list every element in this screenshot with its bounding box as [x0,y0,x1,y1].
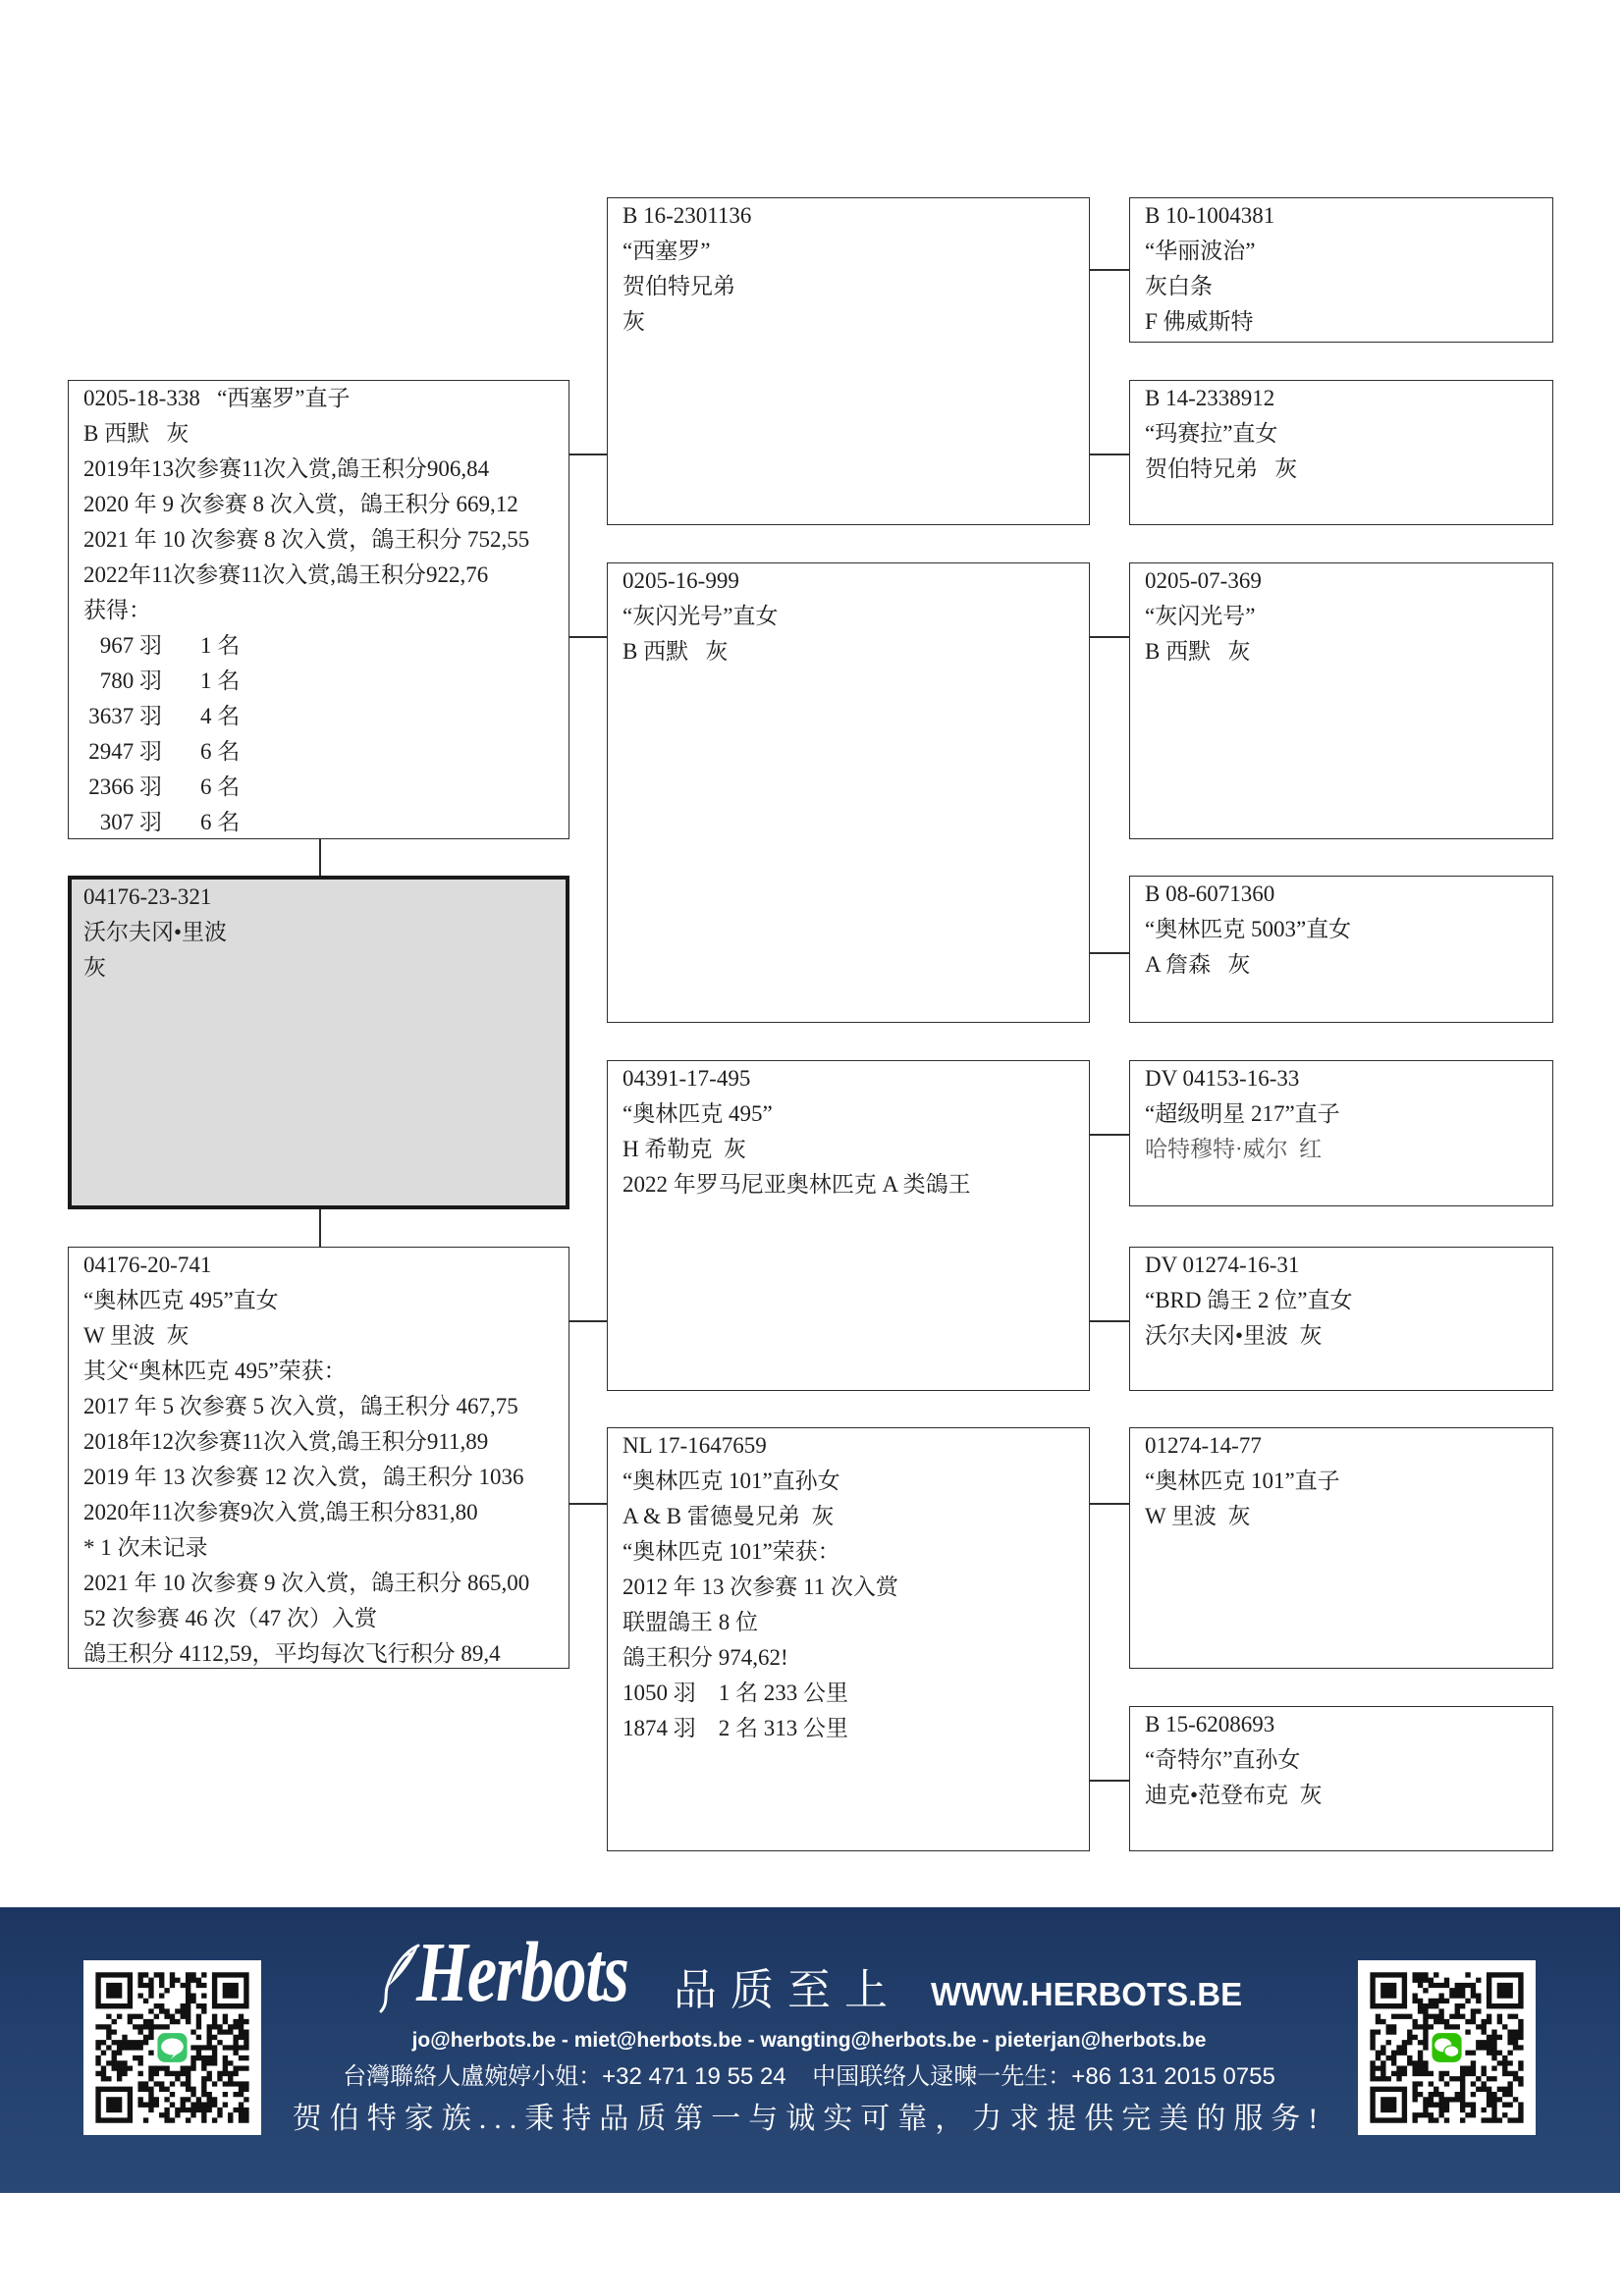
ancestor-name: “华丽波治” [1145,239,1256,263]
ancestor-name: “奥林匹克 5003”直女 [1145,917,1352,941]
ancestor-line: 1874 羽 2 名 313 公里 [623,1716,848,1740]
ancestor-name: “奇特尔”直孙女 [1145,1747,1301,1772]
connector-line [1090,269,1129,271]
result-row [83,699,568,734]
result-row [83,664,568,699]
result-place: 6 名 [200,774,241,799]
dam-line: 其父“奥林匹克 495”荣获： [83,1359,347,1383]
ancestor-name: “BRD 鴿王 2 位”直女 [1145,1288,1353,1312]
result-place: 6 名 [200,739,241,764]
connector-line [569,1503,607,1505]
dam-sire-box [607,1060,1090,1391]
ancestor-achievement: 2022 年罗马尼亚奥林匹克 A 类鴿王 [623,1172,971,1197]
ancestor-breeder: W 里波 灰 [1145,1504,1251,1528]
ancestor-ring: DV 04153-16-33 [1145,1066,1300,1091]
ancestor-ring: NL 17-1647659 [623,1433,767,1458]
ancestor-breeder: A & B 雷德曼兄弟 灰 [623,1504,835,1528]
great-grandparent-box [1129,1247,1553,1391]
result-row [83,734,568,770]
ancestor-breeder: 哈特穆特·威尔 红 [1145,1137,1323,1161]
dam-name: “奥林匹克 495”直女 [83,1288,279,1312]
connector-line [319,1209,321,1247]
great-grandparent-box [1129,876,1553,1023]
result-birds: 967 羽 [99,633,162,658]
result-birds: 2947 羽 [88,739,162,764]
ancestor-breeder: 贺伯特兄弟 [623,274,735,298]
ancestor-name: “奥林匹克 495” [623,1101,773,1126]
qr-code-wechat [1358,1960,1536,2135]
ancestor-ring: B 15-6208693 [1145,1712,1275,1736]
subject-breeder: 沃尔夫冈•里波 [83,920,228,944]
sire-breeder-color: B 西默 灰 [83,421,189,446]
sire-box [68,380,569,839]
website-url: WWW.HERBOTS.BE [931,1976,1243,2012]
result-place: 4 名 [200,704,241,728]
great-grandparent-box [1129,1706,1553,1851]
result-birds: 780 羽 [99,668,162,693]
footer-banner [0,1907,1620,2193]
connector-line [1090,1134,1129,1136]
qr-code-image [1365,1967,1529,2128]
ancestor-name: “灰闪光号”直女 [623,604,779,628]
sire-season-2021: 2021 年 10 次参赛 8 次入赏，鴿王积分 752,55 [83,527,530,552]
ancestor-line: 1050 羽 1 名 233 公里 [623,1681,848,1705]
subject-color: 灰 [83,955,106,980]
ancestor-ring: 01274-14-77 [1145,1433,1262,1458]
ancestor-breeder: B 西默 灰 [1145,639,1251,664]
connector-line [1090,952,1129,954]
ancestor-breeder: F 佛威斯特 [1145,309,1254,334]
dam-line: 52 次参赛 46 次（47 次）入赏 [83,1606,377,1630]
ancestor-name: “西塞罗” [623,239,711,263]
result-place: 1 名 [200,668,241,693]
sire-season-2020: 2020 年 9 次参赛 8 次入赏，鴿王积分 669,12 [83,492,518,516]
result-birds: 3637 羽 [88,704,162,728]
ancestor-ring: B 10-1004381 [1145,203,1275,228]
ancestor-breeder: H 希勒克 灰 [623,1137,746,1161]
dam-line: 2020年11次参赛9次入赏,鴿王积分831,80 [83,1500,478,1524]
great-grandparent-box [1129,562,1553,839]
connector-line [1090,1320,1129,1322]
connector-line [569,454,607,455]
ancestor-line: 2012 年 13 次参赛 11 次入赏 [623,1575,898,1599]
result-birds: 2366 羽 [88,774,162,799]
ancestor-color: 灰 [623,309,645,334]
ancestor-name: “灰闪光号” [1145,604,1256,628]
dam-box [68,1247,569,1669]
ancestor-name: “奥林匹克 101”直子 [1145,1468,1340,1493]
contact-emails: jo@herbots.be - miet@herbots.be - wangting@herbots.be - pieterjan@herbots.be [411,2029,1207,2052]
connector-line [1090,454,1129,455]
ancestor-ring: B 14-2338912 [1145,386,1275,410]
ancestor-name: “玛赛拉”直女 [1145,421,1278,446]
line-icon [155,2031,190,2065]
ancestor-breeder: 沃尔夫冈•里波 灰 [1145,1323,1323,1348]
qr-code-image [90,1967,254,2128]
ancestor-line: 联盟鴿王 8 位 [623,1610,758,1634]
ancestor-line: 鴿王积分 974,62! [623,1645,788,1670]
connector-line [1090,1503,1129,1505]
dam-line: 2021 年 10 次参赛 9 次入赏，鴿王积分 865,00 [83,1571,530,1595]
dam-line: 鴿王积分 4112,59，平均每次飞行积分 89,4 [83,1641,501,1666]
subject-box [68,876,569,1209]
sire-season-2022: 2022年11次参赛11次入赏,鴿王积分922,76 [83,562,489,587]
great-grandparent-box [1129,380,1553,525]
result-row [83,805,568,839]
sire-results-label: 获得： [83,598,151,622]
result-place: 6 名 [200,810,241,834]
dam-ring: 04176-20-741 [83,1253,212,1277]
result-row [83,628,568,664]
connector-line [569,636,607,638]
connector-line [1090,1780,1129,1782]
dam-line: 2017 年 5 次参赛 5 次入赏，鴿王积分 467,75 [83,1394,518,1418]
connector-line [1090,636,1129,638]
great-grandparent-box [1129,197,1553,343]
ancestor-ring: DV 01274-16-31 [1145,1253,1300,1277]
dam-dam-box [607,1427,1090,1851]
ancestor-color: 灰白条 [1145,274,1213,298]
ancestor-breeder: 迪克•范登布克 灰 [1145,1783,1323,1807]
brand-tagline: 品质至上 [674,1966,901,2014]
ancestor-name: “奥林匹克 101”直孙女 [623,1468,840,1493]
connector-line [319,839,321,876]
ancestor-ring: 0205-16-999 [623,568,739,593]
result-place: 1 名 [200,633,241,658]
ancestor-ring: 0205-07-369 [1145,568,1262,593]
dam-line: 2019 年 13 次参赛 12 次入赏，鴿王积分 1036 [83,1465,524,1489]
contact-phones: 台灣聯絡人盧婉婷小姐：+32 471 19 55 24 中国联络人逯暕一先生：+86 131 2015 0755 [343,2063,1275,2090]
wechat-icon [1430,2031,1465,2065]
ancestor-breeder: B 西默 灰 [623,639,729,664]
sire-season-2019: 2019年13次参赛11次入赏,鴿王积分906,84 [83,456,490,481]
ancestor-line: “奥林匹克 101”荣获： [623,1539,840,1564]
dam-line: * 1 次未记录 [83,1535,208,1560]
ancestor-ring: B 08-6071360 [1145,881,1275,906]
sire-sire-box [607,197,1090,525]
ancestor-ring: 04391-17-495 [623,1066,751,1091]
result-birds: 307 羽 [99,810,162,834]
subject-ring: 04176-23-321 [83,884,212,909]
qr-code-line [83,1960,261,2135]
dam-breeder-color: W 里波 灰 [83,1323,189,1348]
brand-motto: 贺伯特家族...秉持品质第一与诚实可靠，力求提供完美的服务! [292,2103,1326,2135]
connector-line [569,1320,607,1322]
result-row [83,770,568,805]
ancestor-ring: B 16-2301136 [623,203,752,228]
brand-logo: Herbots [416,1923,628,2020]
great-grandparent-box [1129,1427,1553,1669]
ancestor-breeder: 贺伯特兄弟 灰 [1145,456,1298,481]
sire-dam-box [607,562,1090,1023]
dam-line: 2018年12次参赛11次入赏,鴿王积分911,89 [83,1429,489,1454]
ancestor-breeder: A 詹森 灰 [1145,952,1251,977]
ancestor-name: “超级明星 217”直子 [1145,1101,1340,1126]
great-grandparent-box [1129,1060,1553,1206]
sire-ring-name: 0205-18-338 “西塞罗”直子 [83,386,351,410]
